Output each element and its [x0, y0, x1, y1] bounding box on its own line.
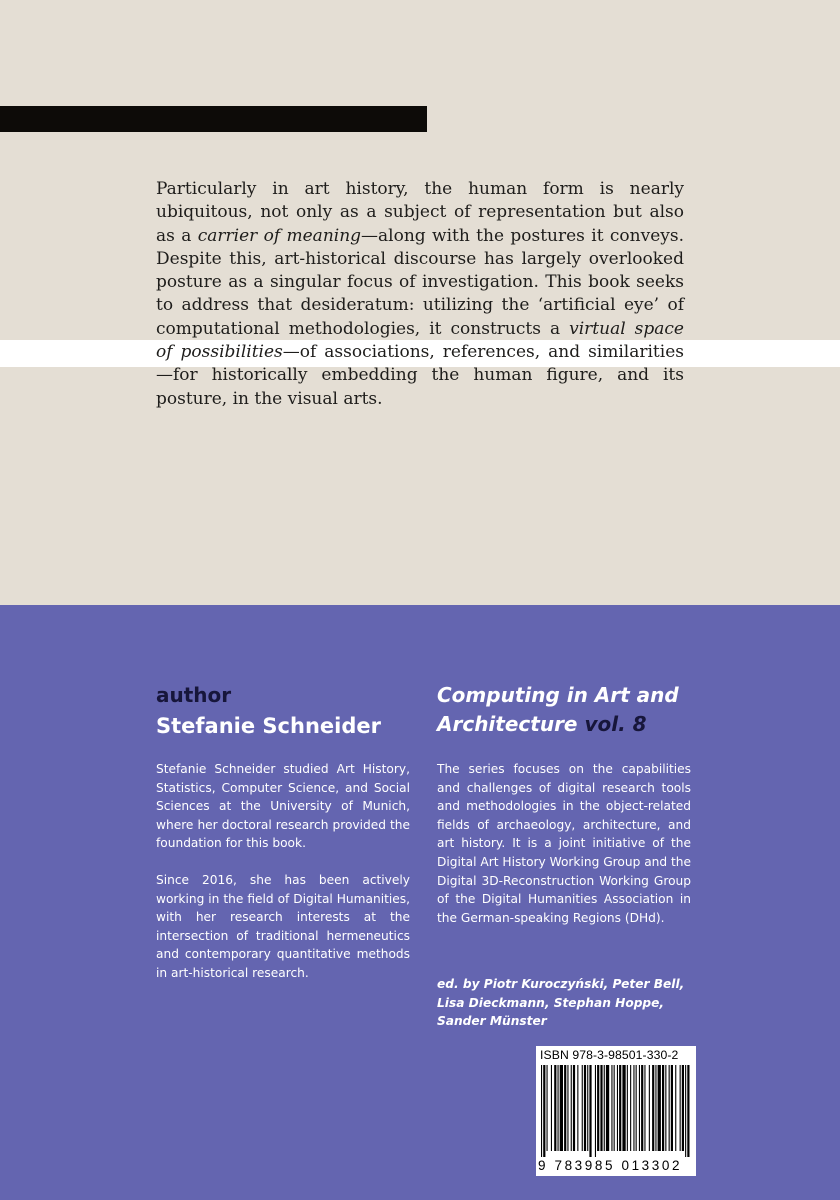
- barcode-bar: [658, 1065, 661, 1151]
- author-bio-paragraph: Since 2016, she has been actively working in the field of Digital Humanities, with her research interests at the intersection of traditional hermeneutics and contemporary quantitative methods in art-historical research.: [156, 872, 410, 980]
- barcode-bar: [617, 1065, 618, 1151]
- barcode-bar: [604, 1065, 605, 1151]
- barcode-bar: [606, 1065, 609, 1151]
- barcode-bar: [554, 1065, 556, 1151]
- series-description: The series focuses on the capabilities and challenges of digital research tools and methodologies in the object-related fields of archaeology, architecture, and art history. It is a joint initiative of the Digital Art History Working Group and the Digital 3D-Reconstruction Working Group of the Digital Humanities Association in the German-speaking Regions (DHd).: [437, 762, 691, 925]
- barcode-bar: [665, 1065, 666, 1151]
- barcode-bar: [682, 1065, 684, 1151]
- isbn-label: ISBN 978-3-98501-330-2: [540, 1048, 679, 1062]
- barcode-bar: [589, 1065, 591, 1157]
- barcode-bar: [577, 1065, 578, 1151]
- barcode-bar: [558, 1065, 559, 1151]
- blurb-text: Particularly in art history, the human form is nearly ubiquitous, not only as a subject of representation but also as a carrier of meaning—along with the postures it conveys. Despite this, art-historical discourse has largely overlooked posture as a singular focus of investigation. This book seeks to address that desideratum: utilizing the ‘artificial eye’ of computational methodologies, it constructs a virtual space of possibilities—of associations, references, and similarities—for historically embedding the human figure, and its posture, in the visual arts.: [156, 179, 684, 409]
- barcode-bar: [685, 1065, 686, 1157]
- barcode-bar: [671, 1065, 673, 1151]
- barcode-bar: [597, 1065, 599, 1151]
- barcode-bar: [564, 1065, 566, 1151]
- barcode-bar: [584, 1065, 586, 1151]
- barcode-bar: [614, 1065, 615, 1151]
- barcode-bar: [675, 1065, 676, 1151]
- blurb-emphasis-carrier: carrier of meaning: [197, 225, 362, 246]
- barcode-bar: [687, 1065, 689, 1157]
- barcode-bar: [622, 1065, 625, 1151]
- barcode-bar: [649, 1065, 650, 1151]
- barcode-bar: [547, 1065, 548, 1151]
- author-name: Stefanie Schneider: [156, 714, 381, 738]
- barcode-bar: [636, 1065, 637, 1151]
- barcode-bar: [655, 1065, 656, 1151]
- barcode-bar: [582, 1065, 583, 1151]
- barcode-bar: [541, 1065, 542, 1157]
- barcode-bar: [641, 1065, 643, 1151]
- barcode-bar: [595, 1065, 596, 1157]
- barcode-bar: [573, 1065, 575, 1151]
- barcode-bar: [551, 1065, 552, 1151]
- black-bar: [0, 106, 427, 132]
- author-label: author: [156, 683, 232, 707]
- barcode-bar: [633, 1065, 634, 1151]
- barcode-bar: [627, 1065, 628, 1151]
- barcode-bar: [543, 1065, 545, 1157]
- barcode-bar: [611, 1065, 612, 1151]
- author-bio-paragraph: Stefanie Schneider studied Art History, Statistics, Computer Science, and Social Sciences at the University of Munich, where her doctoral research provided the foundation for this book.: [156, 762, 410, 851]
- barcode-bar: [652, 1065, 654, 1151]
- blurb: [156, 178, 684, 411]
- barcode-bar: [619, 1065, 621, 1151]
- blurb-emphasis-virtual-space: virtual space of possibilities: [156, 318, 684, 363]
- barcode-bar: [639, 1065, 640, 1151]
- author-bio: [156, 760, 410, 1001]
- barcode-bar: [630, 1065, 631, 1151]
- series-title: Computing in Art and Architecture vol. 8: [437, 683, 679, 736]
- barcode-bar: [600, 1065, 602, 1151]
- barcode-bar: [571, 1065, 572, 1151]
- isbn-digits: 9 783985 013302: [538, 1158, 683, 1173]
- barcode-bar: [560, 1065, 563, 1151]
- barcode-bar: [680, 1065, 681, 1151]
- barcode-bar: [662, 1065, 664, 1151]
- barcode-bar: [587, 1065, 588, 1151]
- series-editors: ed. by Piotr Kuroczyński, Peter Bell, Lisa Dieckmann, Stephan Hoppe, Sander Münster: [437, 977, 685, 1029]
- barcode-bar: [567, 1065, 568, 1151]
- barcode-icon: [541, 1065, 691, 1157]
- barcode-bar: [644, 1065, 645, 1151]
- barcode-bar: [669, 1065, 670, 1151]
- series-volume: vol. 8: [584, 712, 647, 736]
